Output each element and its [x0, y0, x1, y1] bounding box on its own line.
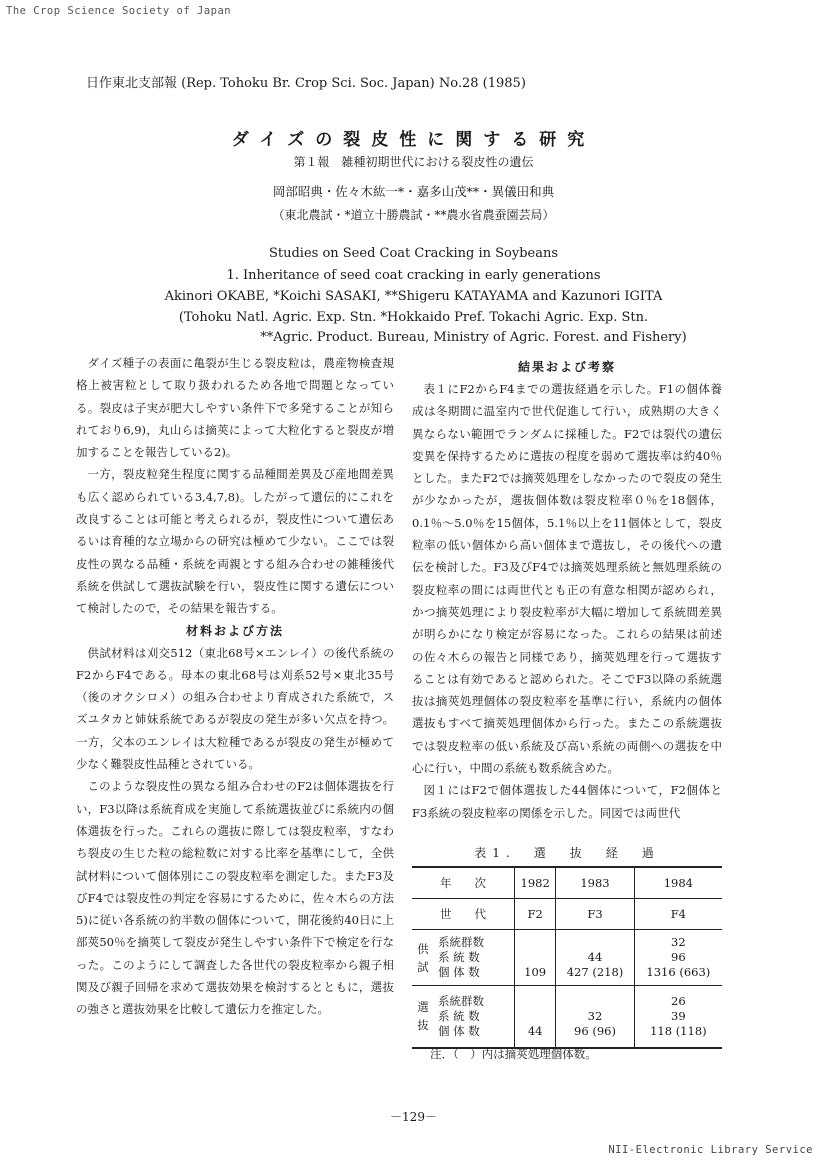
methods-paragraph-2: このような裂皮性の異なる組み合わせのF2は個体選抜を行い，F3以降は系統育成を実施して系統選抜並びに系統内の個体選抜を行った。これらの選抜に際しては裂皮粒率，すなわち裂皮の生じた粒の総粒数に対する比率を基準にして，全供試材料について個体別にこの裂皮粒率を測定した。またF3及びF4では裂皮性の判定を容易にするために，佐々木らの方法5)に従い各系統の約半数の個体について，開花後約40日に上部莢50％を摘莢して裂皮が発生しやすい条件下で検定を行なった。このようにして調査した各世代の裂皮粒率から親子相関及び親子回帰を求めて選抜効果を検討するとともに，選抜の強さと選抜効果を比較して遺伝力を推定した。: [76, 779, 394, 1017]
table-cell: 32 96 1316 (663): [646, 935, 711, 979]
affiliations-ja: （東北農試・*道立十勝農試・**農水省農蚕園芸局）: [272, 208, 555, 222]
year-cell: 1984: [634, 867, 722, 899]
intro-paragraph-1: ダイズ種子の表面に亀裂が生じる裂皮粒は，農産物検査規格上被害粒として取り扱われるため各地で問題となっている。裂皮は子実が肥大しやすい条件下で多発することが知られており6,9)，丸山らは摘莢によって大粒化すると裂皮が増加することを報告している2)。: [76, 356, 394, 460]
right-column: [412, 356, 722, 824]
paper-subtitle-en: 1. Inheritance of seed coat cracking in early generations: [226, 268, 601, 283]
results-heading: 結果および考察: [517, 360, 616, 374]
left-column: [76, 352, 394, 1021]
results-paragraph-2: 図１にはF2で個体選抜した44個体について，F2個体とF3系統の裂皮粒率の関係を示した。同図では両世代: [412, 783, 722, 820]
generation-cell: F4: [634, 899, 722, 930]
table-cell: 109: [515, 930, 556, 986]
table-row: [412, 986, 722, 1048]
authors-en: Akinori OKABE, *Koichi SASAKI, **Shigeru KATAYAMA and Kazunori IGITA: [164, 289, 663, 304]
row-labels: 系統群数 系 統 数 個 体 数: [434, 930, 515, 986]
group-label: 選抜: [412, 986, 434, 1048]
table-note: 注．（ ）内は摘莢処理個体数。: [430, 1047, 597, 1061]
table-cell: 44 427 (218): [556, 930, 634, 986]
table-cell: 44: [515, 986, 556, 1048]
affiliations-en-1: (Tohoku Natl. Agric. Exp. Stn. *Hokkaido Pref. Tokachi Agric. Exp. Stn.: [178, 310, 649, 325]
table-row: [412, 899, 722, 930]
intro-paragraph-2: 一方，裂皮粒発生程度に関する品種間差異及び産地間差異も広く認められている3,4,7,8)。したがって遺伝的にこれを改良することは可能と考えられるが，裂皮性について遺伝あるいは育種的な立場からの研究は極めて少ない。ここでは裂皮性の異なる品種・系統を両親とする組み合わせの雑種後代系統を供試して選抜試験を行い，裂皮性に関する遺伝について検討したので，その結果を報告する。: [76, 467, 394, 616]
table-row: [412, 930, 722, 986]
page-number: －129－: [390, 1110, 437, 1124]
paper-subtitle-ja: 第１報 雑種初期世代における裂皮性の遺伝: [293, 155, 534, 169]
generation-cell: F3: [556, 899, 634, 930]
generation-label: 世 代: [412, 899, 515, 930]
paper-title-en: Studies on Seed Coat Cracking in Soybeans: [268, 246, 559, 261]
methods-heading: 材料および方法: [185, 623, 284, 638]
table-cell: 26 39 118 (118): [634, 986, 722, 1048]
table-caption: 表1. 選 抜 経 過: [474, 846, 660, 860]
paper-title-ja: ダイズの裂皮性に関する研究: [231, 130, 596, 150]
year-cell: 1983: [556, 867, 634, 899]
top-credit: The Crop Science Society of Japan: [6, 5, 232, 17]
group-label: 供試: [417, 941, 429, 974]
authors-ja: 岡部昭典・佐々木紘一*・嘉多山茂**・異儀田和典: [272, 184, 555, 199]
year-label: 年 次: [412, 867, 515, 899]
generation-cell: F2: [515, 899, 556, 930]
row-labels: 系統群数 系 統 数 個 体 数: [434, 986, 515, 1048]
table-cell: 32 96 (96): [556, 986, 634, 1048]
table-row: [412, 867, 722, 899]
year-cell: 1982: [515, 867, 556, 899]
journal-header: 日作東北支部報 (Rep. Tohoku Br. Crop Sci. Soc. Japan) No.28 (1985): [86, 76, 526, 91]
selection-table: [412, 866, 722, 1049]
service-credit: NII-Electronic Library Service: [608, 1144, 813, 1156]
methods-paragraph-1: 供試材料は刈交512（東北68号×エンレイ）の後代系統のF2からF4である。母本の東北68号は刈系52号×東北35号（後のオクシロメ）の組み合わせより育成された系統で，スズユタカと姉妹系統であるが裂皮の発生が多い欠点を持つ。一方，父本のエンレイは大粒種であるが裂皮の発生が極めて少なく難裂皮性品種とされている。: [76, 645, 394, 772]
results-paragraph-1: 表１にF2からF4までの選抜経過を示した。F1の個体養成は冬期間に温室内で世代促進して行い，成熟期の大きく異ならない範囲でランダムに採種した。F2では裂代の遺伝変異を保持するために選抜の程度を弱めて選抜率は約40％とした。またF2では摘莢処理をしなかったので裂皮の発生が少なかったが，選抜個体数は裂皮粒率０％を18個体，0.1％～5.0％を15個体，5.1％以上を11個体として，裂皮粒率の低い個体から高い個体まで選抜し，その後代への遺伝を検討した。F3及びF4では摘莢処理系統と無処理系統の裂皮粒率の間には両世代とも正の有意な相関が認められ，かつ摘莢処理により裂皮粒率が大幅に増加して系統間差異が明らかになり検定が容易になった。これらの結果は前述の佐々木らの報告と同様であり，摘莢処理を行って選抜することは有効であると認められた。そこでF3以降の系統選抜は摘莢処理個体の裂皮粒率を基準に行い，系統内の個体選抜もすべて摘莢処理個体から行った。またこの系統選抜では裂皮粒率の低い系統及び高い系統の両側への選抜を中心に行い，中間の系統も数系統含めた。: [412, 382, 722, 776]
affiliations-en-2: **Agric. Product. Bureau, Ministry of Agric. Forest. and Fishery): [260, 330, 687, 345]
